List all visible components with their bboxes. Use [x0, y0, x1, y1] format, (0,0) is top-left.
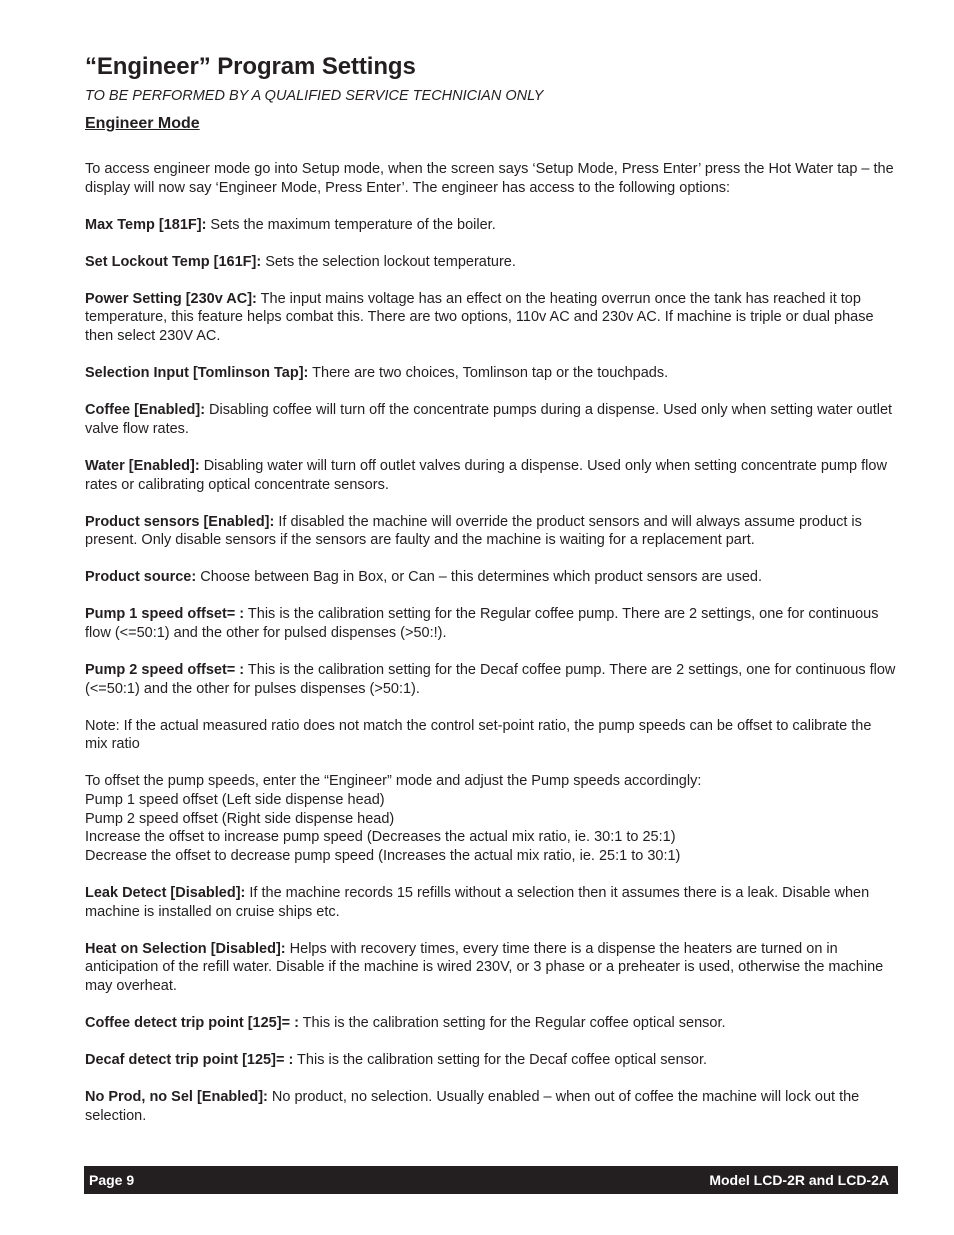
document-page [85, 52, 897, 1144]
offset-line: Pump 1 speed offset (Left side dispense head) [85, 792, 385, 809]
content-body [85, 160, 897, 1125]
option-text: Helps with recovery times, every time there is a dispense the heaters are turned on in anticipation of the refill water. Disable if the machine is wired 230V, or 3 phase or a preheater is used, otherwise the machine may overheat. [85, 940, 884, 994]
page-title: “Engineer” Program Settings [85, 53, 416, 80]
option-product-sensors [85, 513, 897, 550]
option-label: Set Lockout Temp [161F]: [85, 253, 262, 270]
offset-line: To offset the pump speeds, enter the “Engineer” mode and adjust the Pump speeds accordingly: [85, 773, 702, 790]
offset-instructions [85, 772, 897, 865]
option-max-temp [85, 216, 897, 235]
option-text: If disabled the machine will override the product sensors and will always assume product is present. Only disable sensors if the sensors are faulty and the machine is waiting for a replacement part. [85, 513, 862, 549]
option-text: No product, no selection. Usually enabled – when out of coffee the machine will lock out the selection. [85, 1089, 860, 1124]
option-label: Coffee [Enabled]: [85, 402, 206, 419]
model-name: Model LCD-2R and LCD-2A [709, 1172, 889, 1188]
offset-line: Decrease the offset to decrease pump speed (Increases the actual mix ratio, ie. 25:1 to 30:1) [85, 847, 681, 864]
option-decaf-trip-point [85, 1051, 897, 1070]
option-pump1-offset [85, 605, 897, 642]
note-paragraph: Note: If the actual measured ratio does not match the control set-point ratio, the pump speeds can be offset to calibrate the mix ratio [85, 717, 872, 753]
option-text: Sets the maximum temperature of the boiler. [206, 216, 496, 233]
option-text: Choose between Bag in Box, or Can – this determines which product sensors are used. [196, 569, 762, 586]
option-heat-on-selection [85, 940, 897, 996]
option-label: Power Setting [230v AC]: [85, 290, 257, 307]
option-selection-input [85, 364, 897, 383]
option-label: Heat on Selection [Disabled]: [85, 940, 286, 957]
option-lockout-temp [85, 253, 897, 272]
option-leak-detect [85, 884, 897, 921]
option-label: Product source: [85, 569, 197, 586]
option-text: Disabling water will turn off outlet valves during a dispense. Used only when setting concentrate pump flow rates or calibrating optical concentrate sensors. [85, 457, 887, 493]
option-label: Pump 1 speed offset= : [85, 606, 245, 623]
page-footer [84, 1166, 898, 1194]
option-pump2-offset [85, 661, 897, 698]
offset-line: Pump 2 speed offset (Right side dispense head) [85, 810, 395, 827]
option-text: If the machine records 15 refills without a selection then it assumes there is a leak. Disable when machine is installed on cruise ships etc. [85, 884, 870, 920]
option-text: This is the calibration setting for the Regular coffee optical sensor. [298, 1014, 726, 1031]
option-coffee-trip-point [85, 1014, 897, 1033]
option-label: Pump 2 speed offset= : [85, 662, 245, 679]
option-text: This is the calibration setting for the Regular coffee pump. There are 2 settings, one for continuous flow (<=50:1) and the other for pulsed dispenses (>50:!). [85, 606, 879, 641]
option-text: The input mains voltage has an effect on the heating overrun once the tank has reached it top temperature, this feature helps combat this. There are two options, 110v AC and 230v AC. If machine is triple or dual phase then select 230V AC. [85, 290, 874, 345]
option-label: Coffee detect trip point [125]= : [85, 1014, 299, 1031]
intro-paragraph: To access engineer mode go into Setup mode, when the screen says ‘Setup Mode, Press Enter’ press the Hot Water tap – the display will now say ‘Engineer Mode, Press Enter’. The engineer has access to the following options: [85, 161, 894, 196]
page-subtitle: TO BE PERFORMED BY A QUALIFIED SERVICE TECHNICIAN ONLY [85, 88, 544, 104]
page-number: Page 9 [89, 1172, 135, 1188]
option-water [85, 457, 897, 494]
option-product-source [85, 568, 897, 587]
option-no-prod-no-sel [85, 1088, 897, 1125]
option-label: No Prod, no Sel [Enabled]: [85, 1089, 268, 1106]
option-label: Decaf detect trip point [125]= : [85, 1052, 294, 1068]
option-text: This is the calibration setting for the Decaf coffee optical sensor. [293, 1052, 708, 1068]
option-text: Sets the selection lockout temperature. [261, 253, 516, 270]
option-label: Water [Enabled]: [85, 457, 200, 474]
offset-line: Increase the offset to increase pump speed (Decreases the actual mix ratio, ie. 30:1 to 25:1) [85, 829, 676, 846]
option-text: This is the calibration setting for the Decaf coffee pump. There are 2 settings, one for continuous flow (<=50:1) and the other for pulses dispenses (>50:1). [85, 662, 896, 697]
option-power-setting [85, 290, 897, 346]
section-heading: Engineer Mode [85, 115, 200, 132]
option-text: There are two choices, Tomlinson tap or the touchpads. [308, 365, 669, 382]
option-label: Selection Input [Tomlinson Tap]: [85, 365, 309, 382]
option-label: Product sensors [Enabled]: [85, 513, 275, 530]
option-label: Leak Detect [Disabled]: [85, 884, 246, 901]
option-label: Max Temp [181F]: [85, 216, 207, 233]
option-text: Disabling coffee will turn off the concentrate pumps during a dispense. Used only when setting water outlet valve flow rates. [85, 402, 893, 437]
option-coffee [85, 401, 897, 438]
